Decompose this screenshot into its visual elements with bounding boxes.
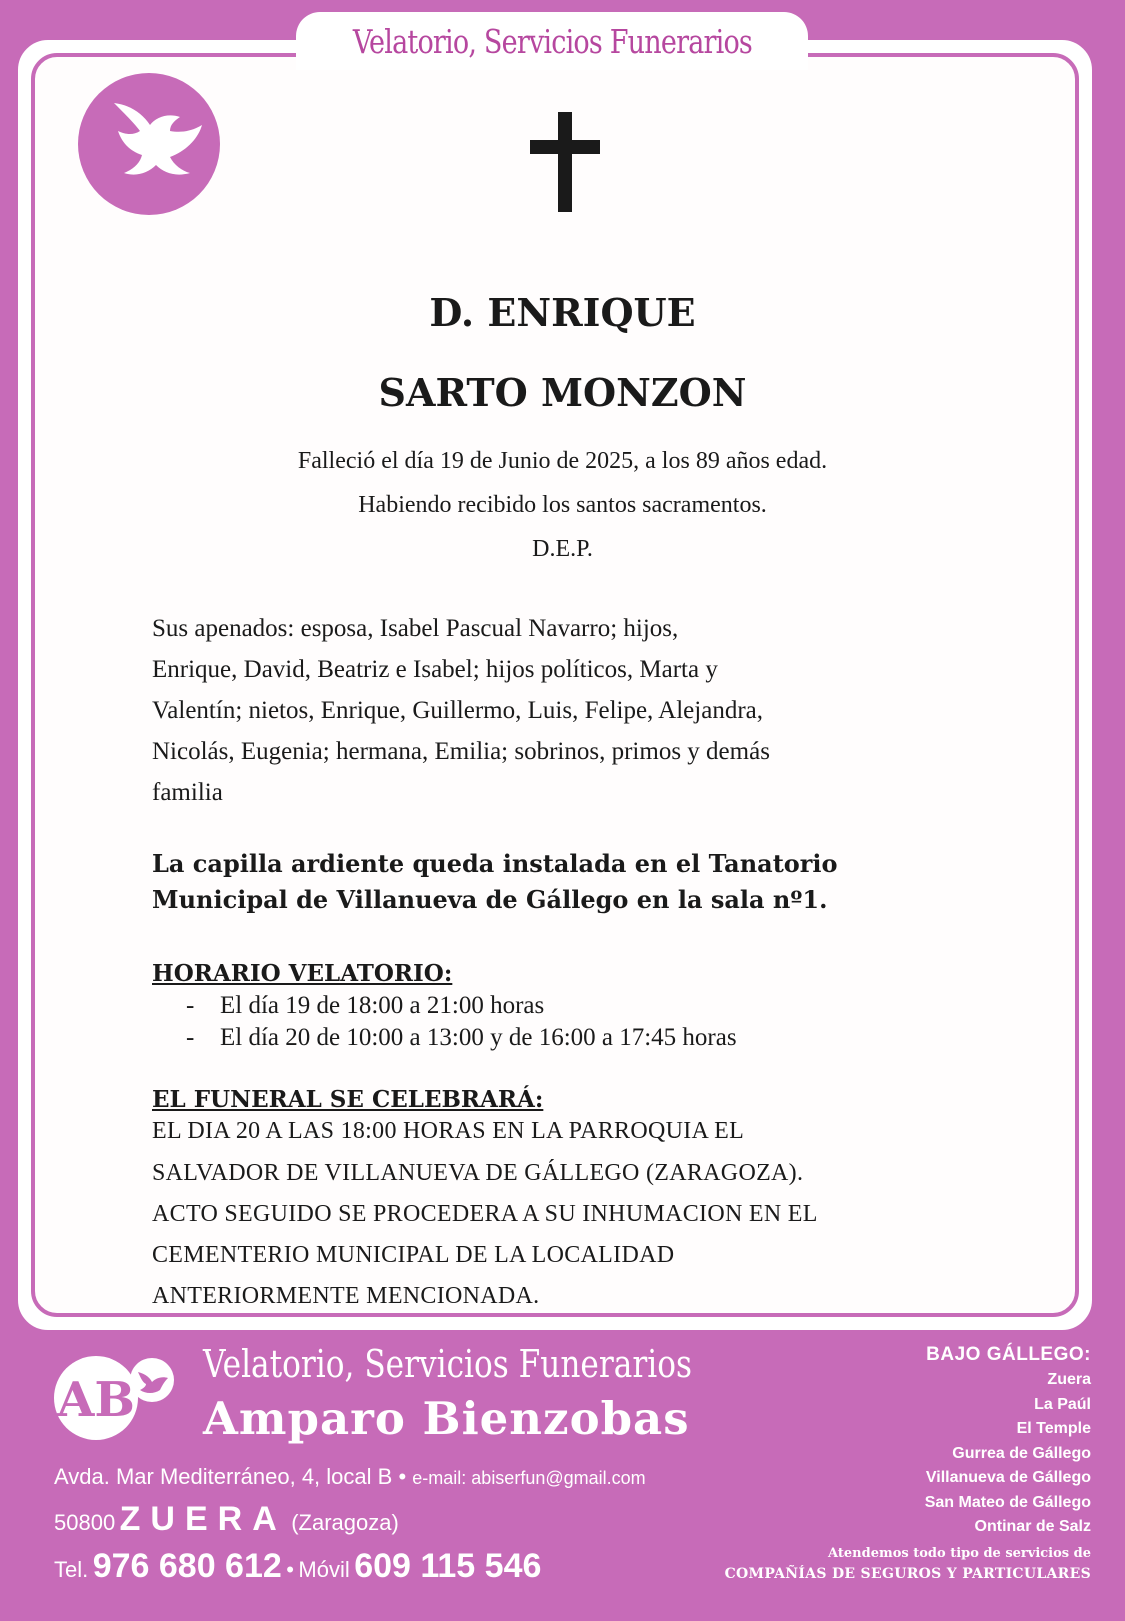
insurance-line: COMPAÑÍAS DE SEGUROS Y PARTICULARES (724, 1566, 1091, 1582)
family-line: Enrique, David, Beatriz e Isabel; hijos políticos, Marta y (152, 656, 718, 683)
province: (Zaragoza) (291, 1510, 399, 1535)
funeral-line: ACTO SEGUIDO SE PROCEDERA A SU INHUMACION EN EL (152, 1201, 818, 1227)
cross-icon (530, 112, 600, 212)
funeral-line: EL DIA 20 A LAS 18:00 HORAS EN LA PARROQUIA EL (152, 1118, 745, 1144)
mobile-number: 609 115 546 (354, 1547, 542, 1585)
chapel-line: Municipal de Villanueva de Gállego en la sala nº1. (152, 885, 828, 914)
schedule-item-dash: - (186, 992, 195, 1019)
city-name: ZUERA (119, 1500, 287, 1538)
family-line: familia (152, 779, 223, 806)
header-banner (296, 12, 808, 70)
bullet-separator: • (398, 1464, 407, 1489)
dove-badge (78, 73, 220, 215)
phone-line (54, 1547, 541, 1586)
town-item: Villanueva de Gállego (925, 1469, 1091, 1486)
tel-number: 976 680 612 (92, 1547, 282, 1585)
service-region (925, 1344, 1091, 1540)
chapel-line: La capilla ardiente queda instalada en el Tanatorio (152, 849, 838, 878)
family-paragraph (152, 608, 982, 813)
funeral-heading: EL FUNERAL SE CELEBRARÁ: (152, 1086, 544, 1113)
email-address: e-mail: abiserfun@gmail.com (412, 1468, 646, 1488)
family-line: Sus apenados: esposa, Isabel Pascual Navarro; hijos, (152, 615, 679, 642)
services-line: Atendemos todo tipo de servicios de (828, 1546, 1091, 1561)
address-line (54, 1464, 646, 1490)
header-title: Velatorio, Servicios Funerarios (352, 21, 752, 61)
schedule-item-text: El día 19 de 18:00 a 21:00 horas (220, 992, 545, 1019)
street-address: Avda. Mar Mediterráneo, 4, local B (54, 1464, 393, 1489)
postal-code: 50800 (54, 1510, 116, 1535)
family-line: Valentín; nietos, Enrique, Guillermo, Luis, Felipe, Alejandra, (152, 697, 763, 724)
town-item: San Mateo de Gállego (924, 1493, 1091, 1511)
dep-line: D.E.P. (532, 536, 593, 562)
town-item: Gurrea de Gállego (952, 1444, 1091, 1462)
company-name: Amparo Bienzobas (203, 1392, 690, 1445)
schedule-item (186, 992, 544, 1020)
deceased-name-line1: D. ENRIQUE (429, 290, 696, 335)
schedule-heading: HORARIO VELATORIO: (152, 960, 453, 987)
town-item: La Paúl (1034, 1395, 1091, 1413)
company-subtitle: Velatorio, Servicios Funerarios (203, 1342, 692, 1386)
schedule-item-dash: - (186, 1024, 195, 1051)
schedule-item (186, 1024, 737, 1052)
city-line (54, 1500, 399, 1539)
funeral-line: SALVADOR DE VILLANUEVA DE GÁLLEGO (ZARAGOZA). (152, 1160, 804, 1186)
ab-logo-icon (50, 1350, 180, 1444)
family-line: Nicolás, Eugenia; hermana, Emilia; sobrinos, primos y demás (152, 738, 770, 765)
dove-icon (78, 73, 220, 215)
funeral-line: CEMENTERIO MUNICIPAL DE LA LOCALIDAD (152, 1242, 675, 1268)
chapel-paragraph (152, 846, 982, 918)
bullet-separator: • (286, 1557, 294, 1582)
region-title: BAJO GÁLLEGO: (926, 1344, 1091, 1365)
deceased-name-line2: SARTO MONZON (378, 370, 747, 415)
mobile-label: Móvil (298, 1557, 350, 1582)
town-item: El Temple (1016, 1420, 1091, 1437)
funeral-line: ANTERIORMENTE MENCIONADA. (152, 1283, 540, 1309)
town-item: Zuera (1047, 1371, 1091, 1388)
death-date-line: Falleció el día 19 de Junio de 2025, a los 89 años edad. (297, 448, 828, 474)
insurance-note (725, 1544, 1091, 1584)
schedule-item-text: El día 20 de 10:00 a 13:00 y de 16:00 a 17:45 horas (220, 1024, 737, 1051)
town-item: Ontinar de Salz (974, 1518, 1091, 1535)
sacraments-line: Habiendo recibido los santos sacramentos. (358, 492, 767, 518)
ab-logo-letters: AB (57, 1372, 135, 1428)
tel-label: Tel. (54, 1557, 89, 1582)
